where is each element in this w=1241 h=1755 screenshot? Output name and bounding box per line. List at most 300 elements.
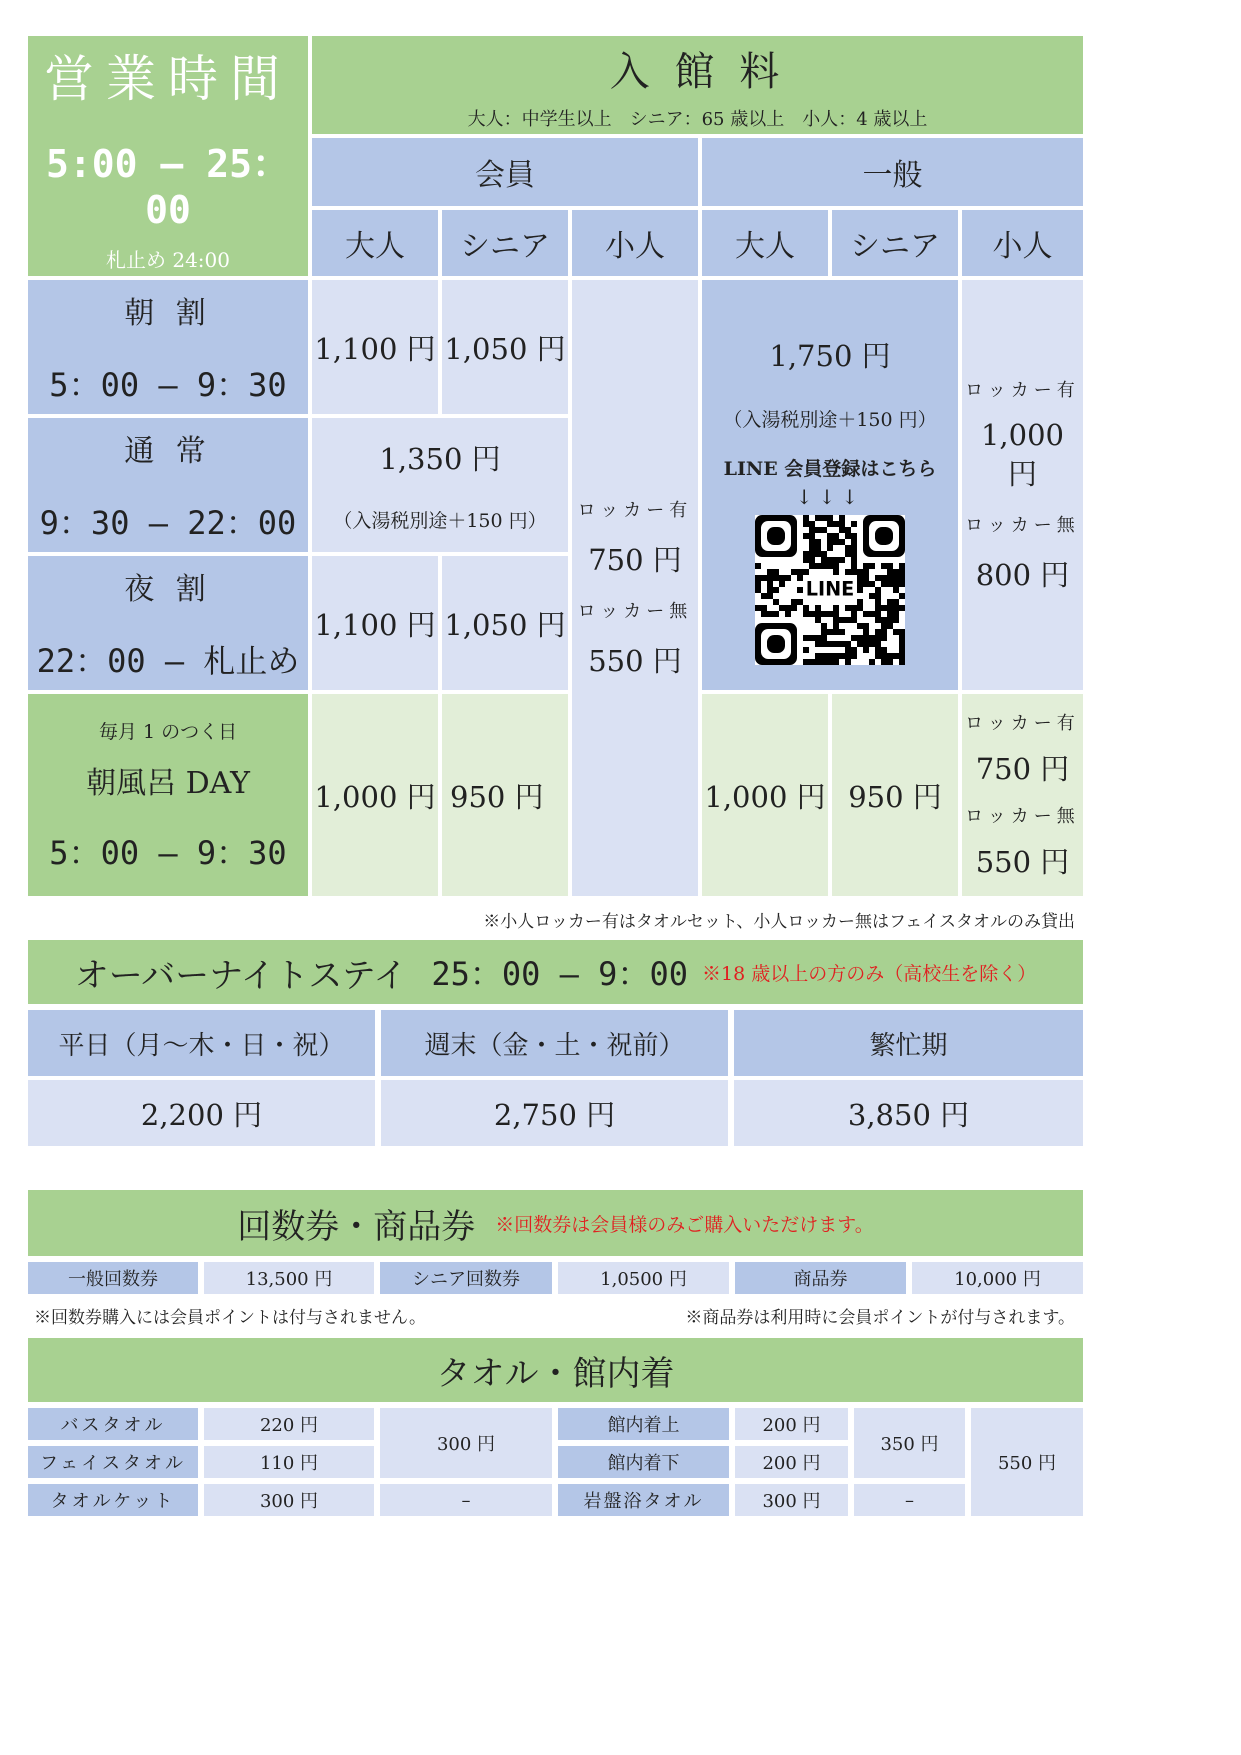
qr-module <box>881 635 887 641</box>
qr-module <box>833 653 839 659</box>
qr-module <box>899 569 905 575</box>
child-note: ※小人ロッカー有はタオルセット、小人ロッカー無はフェイスタオルのみ貸出 <box>483 912 1075 932</box>
qr-module <box>875 641 881 647</box>
qr-module <box>899 563 905 569</box>
rock-towel-price <box>735 1484 848 1516</box>
qr-module <box>815 527 821 533</box>
price: 200 円 <box>762 1453 821 1474</box>
price-day-m-adult <box>312 694 438 896</box>
qr-module <box>857 569 863 575</box>
qr-module <box>815 617 821 623</box>
qr-module <box>863 623 869 629</box>
row-note: 毎月 1 のつく日 <box>98 720 238 743</box>
col-general-child <box>962 210 1083 276</box>
qr-module <box>827 533 833 539</box>
qr-module <box>869 659 875 665</box>
qr-module <box>875 647 881 653</box>
qr-module <box>863 563 869 569</box>
member-child-cell <box>572 280 698 896</box>
qr-module <box>887 569 893 575</box>
qr-module <box>875 599 881 605</box>
admission-subtitle: 大人：中学生以上 シニア：65 歳以上 小人：4 歳以上 <box>467 108 928 130</box>
qr-module <box>773 611 779 617</box>
qr-module <box>881 605 887 611</box>
qr-module <box>845 605 851 611</box>
hours-title: 営業時間 <box>44 50 292 108</box>
qr-module <box>899 629 905 635</box>
price-day-g-senior <box>832 694 958 896</box>
price: 950 円 <box>450 779 544 814</box>
qr-module <box>857 587 863 593</box>
qr-module <box>785 575 791 581</box>
col-label: 大人 <box>735 229 795 264</box>
qr-module <box>833 539 839 545</box>
qr-module <box>791 569 797 575</box>
qr-module <box>863 629 869 635</box>
qr-module <box>821 527 827 533</box>
qr-module <box>803 605 809 611</box>
general-header <box>702 138 1083 206</box>
qr-module <box>767 587 773 593</box>
qr-module <box>845 533 851 539</box>
qr-module <box>785 611 791 617</box>
price: 1,050 円 <box>444 331 566 366</box>
qr-module <box>767 593 773 599</box>
tickets-note-right: ※商品券は利用時に会員ポイントが付与されます。 <box>685 1308 1075 1328</box>
qr-module <box>875 653 881 659</box>
qr-module <box>821 641 827 647</box>
qr-module <box>851 617 857 623</box>
overnight-time: 25：00 – 9：00 <box>431 955 688 993</box>
qr-module <box>893 629 899 635</box>
ticket-senior-price <box>558 1262 729 1294</box>
qr-module <box>887 623 893 629</box>
qr-module <box>887 653 893 659</box>
qr-finder <box>767 635 785 653</box>
qr-module <box>839 521 845 527</box>
qr-module <box>833 521 839 527</box>
qr-module <box>773 575 779 581</box>
qr-module <box>791 605 797 611</box>
line-register: LINE 会員登録はこちら <box>723 458 937 480</box>
qr-module <box>833 659 839 665</box>
qr-module <box>887 599 893 605</box>
label: シニア回数券 <box>412 1269 520 1290</box>
ticket-general-price <box>204 1262 374 1294</box>
col-label: シニア <box>850 229 940 264</box>
qr-module <box>839 539 845 545</box>
qr-module <box>899 635 905 641</box>
row-day <box>28 694 308 896</box>
label: 一般回数券 <box>68 1269 158 1290</box>
price: 1,050 円 <box>444 607 566 642</box>
price: 300 円 <box>436 1434 496 1455</box>
qr-module <box>863 635 869 641</box>
price: 1,000 円 <box>314 779 436 814</box>
qr-module <box>815 539 821 545</box>
qr-module <box>851 635 857 641</box>
qr-module <box>809 635 815 641</box>
wear-top-price <box>735 1408 848 1440</box>
overnight-price-weekday <box>28 1080 375 1146</box>
qr-module <box>845 551 851 557</box>
qr-module <box>821 653 827 659</box>
qr-module <box>851 563 857 569</box>
row-time: 5：00 – 9：30 <box>49 833 287 872</box>
qr-module <box>803 569 809 575</box>
qr-module <box>893 575 899 581</box>
col-label: 繁忙期 <box>869 1030 948 1061</box>
qr-module <box>815 605 821 611</box>
qr-module <box>869 635 875 641</box>
qr-module <box>761 605 767 611</box>
qr-module <box>899 647 905 653</box>
qr-module <box>899 659 905 665</box>
qr-module <box>893 605 899 611</box>
qr-module <box>767 611 773 617</box>
qr-module <box>809 659 815 665</box>
qr-module <box>755 605 761 611</box>
overnight-col-busy <box>734 1010 1083 1076</box>
overnight-header <box>28 940 1083 1004</box>
qr-module <box>803 515 809 521</box>
col-general-senior <box>832 210 958 276</box>
price-night-senior <box>442 556 568 690</box>
qr-module <box>833 569 839 575</box>
col-label: シニア <box>460 229 550 264</box>
price: 1,100 円 <box>314 331 436 366</box>
col-label: 週末（金・土・祝前） <box>424 1030 685 1061</box>
qr-module <box>839 629 845 635</box>
qr-module <box>809 563 815 569</box>
qr-module <box>767 575 773 581</box>
qr-module <box>863 611 869 617</box>
qr-module <box>803 521 809 527</box>
label: バスタオル <box>60 1415 166 1436</box>
qr-module <box>893 581 899 587</box>
qr-module <box>887 611 893 617</box>
qr-module <box>809 551 815 557</box>
ticket-general-label <box>28 1262 198 1294</box>
qr-module <box>845 647 851 653</box>
hours-panel <box>28 36 308 276</box>
qr-module <box>857 599 863 605</box>
label: 館内着上 <box>607 1415 680 1436</box>
qr-module <box>851 551 857 557</box>
price-night-adult <box>312 556 438 690</box>
qr-module <box>803 533 809 539</box>
qr-module <box>869 581 875 587</box>
price: 10,000 円 <box>954 1269 1041 1290</box>
row-night <box>28 556 308 690</box>
qr-module <box>875 587 881 593</box>
qr-module <box>803 635 809 641</box>
arrows: ↓↓↓ <box>795 485 865 509</box>
general-main-cell <box>702 280 958 690</box>
label: タオルケット <box>50 1491 176 1512</box>
qr-module <box>815 635 821 641</box>
qr-module <box>821 659 827 665</box>
price: 950 円 <box>848 779 942 814</box>
qr-module <box>845 617 851 623</box>
qr-module <box>779 575 785 581</box>
face-towel-price <box>204 1446 374 1478</box>
price-normal <box>312 418 568 552</box>
qr-module <box>875 635 881 641</box>
qr-module <box>827 563 833 569</box>
qr-module <box>887 563 893 569</box>
towel-ket-label <box>28 1484 198 1516</box>
label: 商品券 <box>793 1269 848 1290</box>
row-name: 通 常 <box>124 434 212 469</box>
qr-module <box>767 581 773 587</box>
qr-module <box>845 527 851 533</box>
qr-module <box>785 605 791 611</box>
overnight-note: ※18 歳以上の方のみ（高校生を除く） <box>701 962 1037 985</box>
qr-module <box>773 587 779 593</box>
qr-module <box>893 587 899 593</box>
qr-module <box>851 569 857 575</box>
tickets-title: 回数券・商品券 <box>237 1206 476 1247</box>
qr-module <box>857 575 863 581</box>
overnight-price-weekend <box>381 1080 728 1146</box>
locker-no: ロッカー無 <box>577 601 693 622</box>
locker-no: ロッカー無 <box>965 806 1080 827</box>
qr-module <box>755 581 761 587</box>
general-child-day-cell <box>962 694 1083 896</box>
qr-module <box>875 605 881 611</box>
qr-module <box>863 575 869 581</box>
qr-module <box>893 599 899 605</box>
gift-price <box>912 1262 1083 1294</box>
qr-module <box>809 533 815 539</box>
price: 220 円 <box>259 1415 319 1436</box>
qr-module <box>851 653 857 659</box>
qr-module <box>857 605 863 611</box>
qr-module <box>827 611 833 617</box>
qr-module <box>755 587 761 593</box>
qr-module <box>839 653 845 659</box>
qr-module <box>851 557 857 563</box>
qr-module <box>821 515 827 521</box>
qr-module <box>809 521 815 527</box>
col-general-adult <box>702 210 828 276</box>
tax-note: （入湯税別途＋150 円） <box>333 510 547 532</box>
row-name: 夜 割 <box>124 572 212 607</box>
qr-module <box>845 659 851 665</box>
price-morning-senior <box>442 280 568 414</box>
qr-module <box>881 623 887 629</box>
qr-module <box>809 527 815 533</box>
qr-module <box>833 605 839 611</box>
price: 300 円 <box>259 1491 319 1512</box>
col-member-adult <box>312 210 438 276</box>
qr-module <box>881 659 887 665</box>
qr-module <box>815 659 821 665</box>
qr-module <box>833 611 839 617</box>
qr-module <box>863 647 869 653</box>
row-name: 朝 割 <box>124 296 212 331</box>
towel-set-price <box>380 1408 552 1478</box>
towels-header <box>28 1338 1083 1402</box>
price: 13,500 円 <box>245 1269 333 1290</box>
qr-module <box>761 575 767 581</box>
qr-finder <box>767 527 785 545</box>
col-member-child <box>572 210 698 276</box>
line-qr-code[interactable] <box>755 515 905 665</box>
admission-title: 入 館 料 <box>609 48 786 95</box>
overnight-col-weekend <box>381 1010 728 1076</box>
col-label: 平日（月～木・日・祝） <box>58 1030 345 1061</box>
qr-module <box>845 545 851 551</box>
qr-module <box>773 599 779 605</box>
qr-finder <box>875 527 893 545</box>
qr-module <box>869 563 875 569</box>
price: 300 円 <box>762 1491 821 1512</box>
rock-set <box>854 1484 965 1516</box>
qr-module <box>833 623 839 629</box>
qr-module <box>821 611 827 617</box>
price: 550 円 <box>588 644 682 678</box>
qr-module <box>827 539 833 545</box>
price: 350 円 <box>880 1434 939 1455</box>
qr-module <box>875 629 881 635</box>
tax-note: （入湯税別途＋150 円） <box>723 409 937 431</box>
qr-module <box>899 605 905 611</box>
qr-module <box>863 569 869 575</box>
col-label: 大人 <box>345 229 405 264</box>
qr-module <box>881 581 887 587</box>
qr-module <box>887 575 893 581</box>
col-member-senior <box>442 210 568 276</box>
qr-module <box>851 605 857 611</box>
price: 750 円 <box>588 543 682 577</box>
wear-bottom-price <box>735 1446 848 1478</box>
qr-module <box>869 611 875 617</box>
row-time: 22：00 – 札止め <box>36 642 300 680</box>
qr-module <box>899 653 905 659</box>
qr-module <box>797 599 803 605</box>
price: 1,0500 円 <box>600 1269 687 1290</box>
wear-set-price <box>854 1408 965 1478</box>
price-morning-adult <box>312 280 438 414</box>
overnight-title: オーバーナイトステイ <box>74 955 408 996</box>
qr-module <box>875 575 881 581</box>
general-child-cell <box>962 280 1083 690</box>
qr-module <box>821 557 827 563</box>
qr-module <box>851 521 857 527</box>
qr-module <box>833 617 839 623</box>
qr-module <box>791 599 797 605</box>
qr-module <box>863 581 869 587</box>
qr-module <box>803 557 809 563</box>
col-label: 小人 <box>605 229 665 264</box>
qr-module <box>809 557 815 563</box>
qr-module <box>881 629 887 635</box>
qr-module <box>875 617 881 623</box>
qr-module <box>899 581 905 587</box>
qr-module <box>821 623 827 629</box>
qr-module <box>809 611 815 617</box>
row-morning <box>28 280 308 414</box>
row-name: 朝風呂 DAY <box>86 765 250 801</box>
qr-module <box>839 557 845 563</box>
label: 岩盤浴タオル <box>583 1491 704 1512</box>
qr-module <box>815 551 821 557</box>
qr-module <box>857 623 863 629</box>
qr-module <box>881 575 887 581</box>
qr-module <box>851 611 857 617</box>
row-time: 5：00 – 9：30 <box>49 366 287 404</box>
qr-module <box>827 557 833 563</box>
qr-module <box>863 641 869 647</box>
qr-module <box>803 611 809 617</box>
qr-module <box>857 581 863 587</box>
qr-module <box>797 569 803 575</box>
qr-module <box>893 617 899 623</box>
qr-module <box>869 641 875 647</box>
qr-module <box>779 605 785 611</box>
qr-module <box>797 575 803 581</box>
price: 110 円 <box>259 1453 319 1474</box>
qr-module <box>833 533 839 539</box>
qr-module <box>833 641 839 647</box>
qr-module <box>809 539 815 545</box>
price: 3,850 円 <box>847 1097 970 1132</box>
price: 1,100 円 <box>314 607 436 642</box>
ticket-senior-label <box>380 1262 552 1294</box>
qr-module <box>827 515 833 521</box>
rock-towel-label <box>558 1484 729 1516</box>
wear-top-label <box>558 1408 729 1440</box>
qr-module <box>893 569 899 575</box>
qr-module <box>839 527 845 533</box>
general-label: 一般 <box>862 158 923 193</box>
qr-module <box>827 545 833 551</box>
qr-module <box>875 611 881 617</box>
qr-module <box>833 563 839 569</box>
dash: – <box>461 1489 471 1511</box>
qr-module <box>881 647 887 653</box>
qr-module <box>887 605 893 611</box>
col-label: 小人 <box>992 229 1053 264</box>
qr-module <box>845 641 851 647</box>
qr-module <box>875 593 881 599</box>
qr-module <box>827 659 833 665</box>
price: 1,000 円 <box>704 779 826 814</box>
qr-module <box>767 569 773 575</box>
qr-module <box>851 545 857 551</box>
price-day-m-senior <box>442 694 568 896</box>
gift-label <box>735 1262 906 1294</box>
qr-module <box>839 617 845 623</box>
qr-module <box>815 641 821 647</box>
qr-module <box>845 653 851 659</box>
qr-module <box>881 653 887 659</box>
qr-module <box>899 641 905 647</box>
dash: – <box>905 1489 914 1511</box>
qr-module <box>815 515 821 521</box>
label: フェイスタオル <box>40 1453 186 1474</box>
row-normal <box>28 418 308 552</box>
qr-module <box>761 593 767 599</box>
qr-module <box>803 659 809 665</box>
qr-module <box>761 611 767 617</box>
bath-towel-label <box>28 1408 198 1440</box>
qr-module <box>755 563 761 569</box>
qr-module <box>839 641 845 647</box>
qr-module <box>821 635 827 641</box>
